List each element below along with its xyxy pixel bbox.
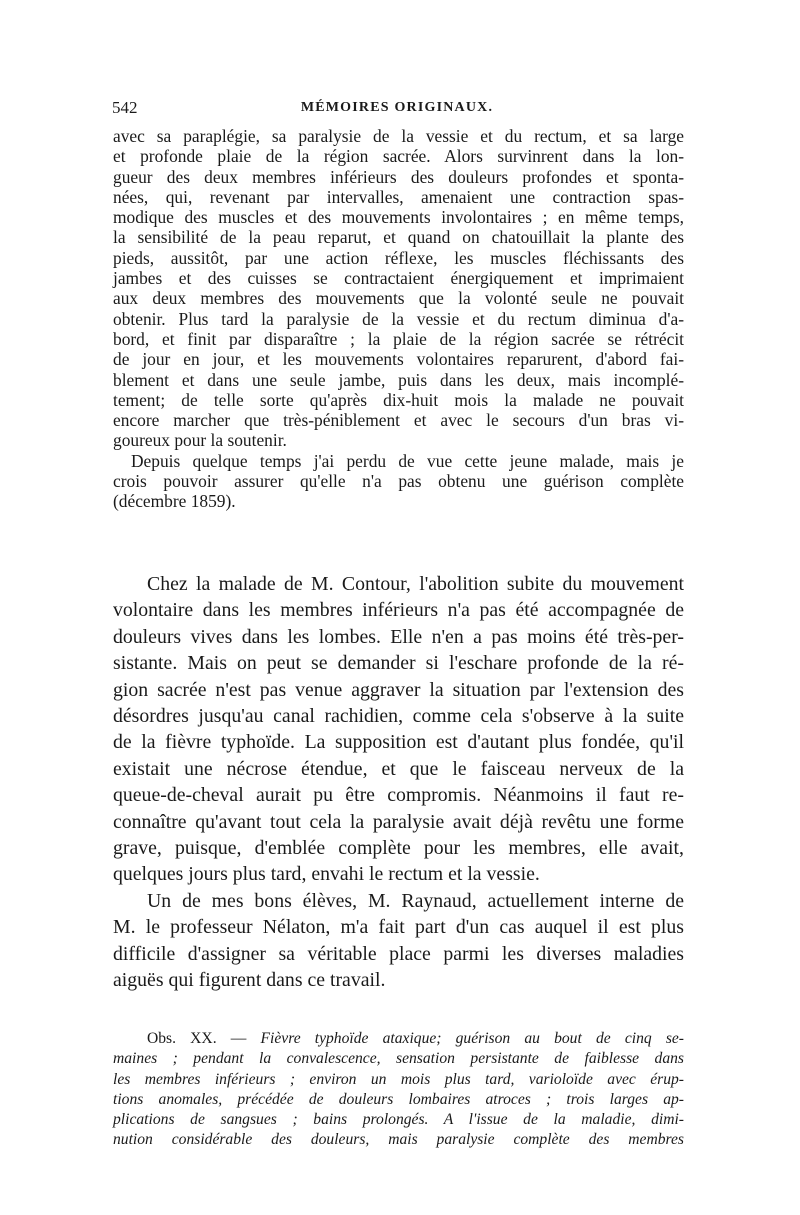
- text-line: avec sa paraplégie, sa paralysie de la vessie et du rectum, et sa large: [113, 126, 684, 146]
- text-line: la sensibilité de la peau reparut, et quand on chatouillait la plante des: [113, 227, 684, 248]
- text-line: grave, puisque, d'emblée complète pour les membres, elle avait,: [113, 837, 684, 860]
- text-line: de la fièvre typhoïde. La supposition est d'autant plus fondée, qu'il: [113, 731, 684, 754]
- text-line: aux deux membres des mouvements que la volonté seule ne pouvait: [113, 288, 684, 309]
- text-line: douleurs vives dans les lombes. Elle n'en a pas moins été très-per-: [113, 625, 684, 648]
- text-line: nution considérable des douleurs, mais paralysie complète des membres: [113, 1131, 684, 1149]
- observation-xx: [113, 1029, 684, 1151]
- text-line: Chez la malade de M. Contour, l'abolition subite du mouvement: [147, 573, 684, 595]
- text-line: goureux pour la soutenir.: [113, 430, 287, 451]
- text-line: quelques jours plus tard, envahi le rectum et la vessie.: [113, 863, 540, 886]
- text-line: de jour en jour, et les mouvements volontaires reparurent, d'abord fai-: [113, 349, 684, 370]
- text-line: et profonde plaie de la région sacrée. Alors survinrent dans la lon-: [113, 146, 684, 167]
- text-line: gueur des deux membres inférieurs des douleurs profondes et sponta-: [113, 166, 684, 187]
- text-line: pieds, aussitôt, par une action réflexe, les muscles fléchissants des: [113, 247, 684, 268]
- page-number: 542: [112, 98, 138, 117]
- observation-title: Fièvre typhoïde ataxique; guérison au bout de cinq se-: [260, 1030, 685, 1047]
- text-line: encore marcher que très-péniblement et avec le secours d'un bras vi-: [113, 410, 684, 431]
- text-line: volontaire dans les membres inférieurs n'a pas été accompagnée de: [113, 599, 684, 622]
- text-line: blement et dans une seule jambe, puis dans les deux, mais incomplé-: [113, 369, 684, 390]
- main-paragraphs: [113, 571, 684, 994]
- text-line: modique des muscles et des mouvements involontaires ; en même temps,: [113, 207, 684, 228]
- text-line: jambes et des cuisses se contractaient énergiquement et imprimaient: [113, 268, 684, 289]
- text-line: M. le professeur Nélaton, m'a fait part d'un cas auquel il est plus: [113, 916, 684, 939]
- text-line: plications de sangsues ; bains prolongés. A l'issue de la maladie, dimi-: [113, 1111, 684, 1129]
- text-line: (décembre 1859).: [113, 491, 236, 512]
- observation-heading: [113, 1029, 684, 1049]
- text-line: difficile d'assigner sa véritable place parmi les diverses maladies: [113, 942, 684, 965]
- text-line: maines ; pendant la convalescence, sensation persistante de faiblesse dans: [113, 1050, 684, 1068]
- text-line: gion sacrée n'est pas venue aggraver la situation par l'extension des: [113, 678, 684, 701]
- text-line: Depuis quelque temps j'ai perdu de vue cette jeune malade, mais je: [131, 450, 684, 471]
- text-line: crois pouvoir assurer qu'elle n'a pas obtenu une guérison complète: [113, 471, 684, 492]
- text-line: bord, et finit par disparaître ; la plaie de la région sacrée se rétrécit: [113, 328, 684, 349]
- text-line: Un de mes bons élèves, M. Raynaud, actuellement interne de: [147, 889, 684, 912]
- text-line: tement; de telle sorte qu'après dix-huit mois la malade ne pouvait: [113, 389, 684, 410]
- observation-label: Obs. XX. —: [147, 1030, 247, 1047]
- case-continuation: [113, 126, 684, 512]
- text-line: tions anomales, précédée de douleurs lombaires atroces ; trois larges ap-: [113, 1090, 684, 1108]
- running-title: MÉMOIRES ORIGINAUX.: [300, 100, 494, 115]
- text-line: aiguës qui figurent dans ce travail.: [113, 969, 386, 992]
- page-header: [112, 98, 682, 126]
- text-line: nées, qui, revenant par intervalles, amenaient une contraction spas-: [113, 186, 684, 207]
- text-line: les membres inférieurs ; environ un mois plus tard, varioloïde avec érup-: [113, 1070, 684, 1088]
- text-line: désordres jusqu'au canal rachidien, comme cela s'observe à la suite: [113, 705, 684, 728]
- text-line: existait une nécrose étendue, et que le faisceau nerveux de la: [113, 757, 684, 780]
- text-line: connaître qu'avant tout cela la paralysie avait déjà revêtu une forme: [113, 810, 684, 833]
- text-line: sistante. Mais on peut se demander si l'eschare profonde de la ré-: [113, 652, 684, 675]
- text-line: obtenir. Plus tard la paralysie de la vessie et du rectum diminua d'a-: [113, 308, 684, 329]
- text-line: queue-de-cheval aurait pu être compromis. Néanmoins il faut re-: [113, 784, 684, 807]
